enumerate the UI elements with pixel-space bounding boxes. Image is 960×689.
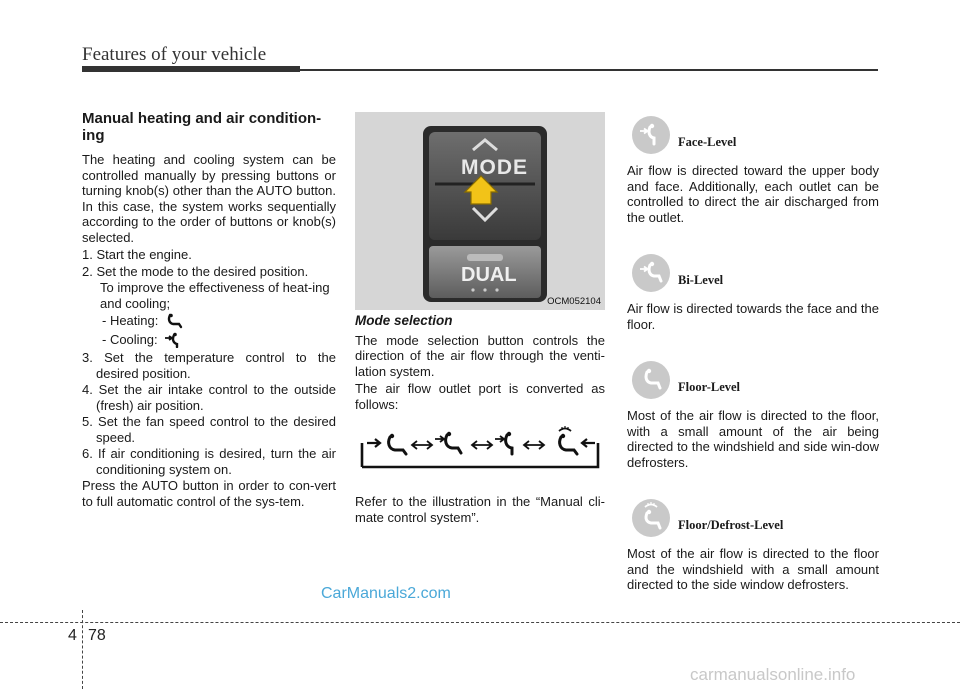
bi-level-label: Bi-Level — [678, 273, 724, 287]
section-heading: Manual heating and air condition-ing — [82, 110, 322, 144]
heating-line — [82, 312, 336, 329]
mode-button-label: MODE — [461, 156, 528, 179]
face-vent-icon — [164, 332, 184, 348]
floor-level-label: Floor-Level — [678, 380, 741, 394]
mode-selection-paragraph-3: Refer to the illustration in the “Manual cli-mate control system”. — [355, 494, 605, 525]
dual-button-label: DUAL — [461, 264, 517, 286]
mode-button-photo — [355, 112, 605, 310]
bi-level-icon — [631, 253, 671, 293]
step-4: 4. Set the air intake control to the outside (fresh) air position. — [82, 382, 336, 413]
mode-entry-face-level — [627, 115, 879, 155]
mode-entry-floor-level — [627, 360, 879, 400]
floor-vent-icon — [164, 313, 184, 329]
floor-level-text: Most of the air flow is directed to the floor, with a small amount of the air being directed to the windshield and side win-dow defrosters. — [627, 408, 879, 470]
mode-selection-heading: Mode selection — [355, 313, 453, 328]
floor-defrost-level-label: Floor/Defrost-Level — [678, 518, 784, 532]
floor-level-icon — [631, 360, 671, 400]
mode-selection-paragraph-2: The air flow outlet port is converted as follows: — [355, 381, 605, 412]
cooling-label: - Cooling: — [102, 331, 158, 347]
step-2-detail: To improve the effectiveness of heat-ing and cooling; — [100, 280, 330, 311]
step-3: 3. Set the temperature control to the desired position. — [82, 350, 336, 381]
step-2: 2. Set the mode to the desired position. — [82, 263, 309, 279]
closing-paragraph: Press the AUTO button in order to con-vert to full automatic control of the sys-tem. — [82, 478, 336, 509]
mode-entry-bi-level — [627, 253, 879, 293]
footer-site-link[interactable]: carmanualsonline.info — [690, 665, 856, 684]
photo-caption: OCM052104 — [547, 296, 601, 307]
mode-entry-floor-defrost-level — [627, 498, 879, 538]
floor-defrost-icon — [631, 498, 671, 538]
step-6: 6. If air conditioning is desired, turn the air conditioning system on. — [82, 446, 336, 477]
page-header-title: Features of your vehicle — [82, 44, 267, 65]
cooling-line — [82, 331, 336, 348]
intro-paragraph: The heating and cooling system can be controlled manually by pressing buttons or turning knob(s) other than the AUTO button. In this case, the system works sequentially according to the order of buttons or knob(s) selected. — [82, 152, 336, 245]
step-1: 1. Start the engine. — [82, 247, 192, 262]
page-number: 78 — [88, 627, 106, 644]
step-5: 5. Set the fan speed control to the desired speed. — [82, 414, 336, 445]
footer-vertical-rule — [82, 610, 83, 689]
watermark-link[interactable]: CarManuals2.com — [321, 585, 451, 602]
header-rule-thin — [300, 69, 878, 71]
face-level-icon — [631, 115, 671, 155]
cycle-floor-icon — [389, 434, 406, 454]
chapter-number: 4 — [68, 627, 77, 644]
mode-selection-paragraph-1: The mode selection button controls the direction of the air flow through the venti-lation system. — [355, 332, 605, 379]
face-level-text: Air flow is directed toward the upper body and face. Additionally, each outlet can be controlled to direct the air discharged from the outlet. — [627, 163, 879, 225]
footer-rule — [0, 622, 960, 623]
bi-level-text: Air flow is directed towards the face and the floor. — [627, 301, 879, 332]
cycle-face-icon — [495, 432, 512, 454]
middle-column — [355, 313, 605, 412]
right-column — [627, 115, 879, 593]
face-level-label: Face-Level — [678, 135, 737, 149]
cycle-floor-defrost-icon — [559, 426, 577, 454]
middle-column-footer — [355, 494, 605, 527]
floor-defrost-level-text: Most of the air flow is directed to the floor and the windshield with a small amount directed to the side window defrosters. — [627, 546, 879, 592]
mode-cycle-diagram — [355, 425, 605, 469]
header-rule-thick — [82, 66, 300, 72]
cycle-bilevel-icon — [435, 432, 461, 453]
heating-label: - Heating: — [102, 312, 159, 328]
left-column — [82, 110, 336, 511]
